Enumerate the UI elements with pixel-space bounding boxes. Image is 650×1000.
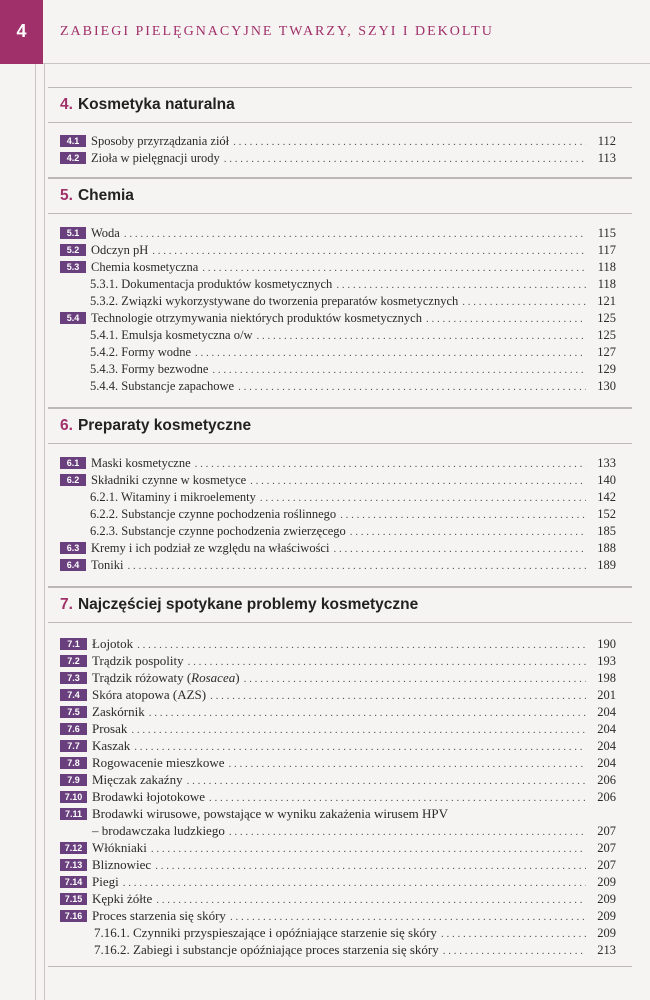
toc-entry[interactable] xyxy=(48,225,632,242)
entry-title: Brodawki wirusowe, powstające w wyniku zakażenia wirusem HPV xyxy=(92,806,448,821)
entry-title: Trądzik pospolity xyxy=(92,653,184,668)
toc-section xyxy=(48,587,632,967)
leader-dots xyxy=(127,558,586,575)
chapter-number-badge: 5.3 xyxy=(60,261,86,273)
entry-title: 6.2.1. Witaminy i mikroelementy xyxy=(90,490,256,504)
toc-entry[interactable] xyxy=(48,540,632,557)
toc-entry[interactable] xyxy=(48,805,632,822)
page-ref: 204 xyxy=(597,739,616,753)
header-rule xyxy=(43,63,650,64)
toc-entry[interactable] xyxy=(48,771,632,788)
leader-dots xyxy=(224,151,586,168)
chapter-number-badge: 7.2 xyxy=(60,655,87,667)
toc-entry[interactable] xyxy=(48,788,632,805)
entry-title: 7.16.2. Zabiegi i substancje opóźniające proces starzenia się skóry xyxy=(94,942,439,957)
section-entries xyxy=(48,214,632,407)
chapter-number-badge: 6.4 xyxy=(60,559,86,571)
section-number: 4. xyxy=(60,96,73,113)
entry-title: Składniki czynne w kosmetyce xyxy=(91,473,247,487)
toc-entry[interactable] xyxy=(48,327,632,344)
entry-title: Piegi xyxy=(92,874,119,889)
section-title: Preparaty kosmetyczne xyxy=(77,417,252,434)
toc-entry[interactable] xyxy=(48,472,632,489)
leader-dots xyxy=(233,134,586,151)
chapter-number-badge: 7.15 xyxy=(60,893,87,905)
toc-entry[interactable] xyxy=(48,873,632,890)
chapter-number-badge: 7.12 xyxy=(60,842,87,854)
entry-title: Proces starzenia się skóry xyxy=(92,908,226,923)
toc-entry[interactable] xyxy=(48,754,632,771)
entry-title: 6.2.2. Substancje czynne pochodzenia roślinnego xyxy=(90,507,337,521)
page-ref: 207 xyxy=(597,841,616,855)
toc-entry[interactable] xyxy=(48,489,632,506)
page-ref: 204 xyxy=(597,722,616,736)
entry-title: Trądzik różowaty (Rosacea) xyxy=(92,670,240,685)
section-title: Najczęściej spotykane problemy kosmetyczne xyxy=(77,596,419,613)
entry-title: Woda xyxy=(91,226,120,240)
page-ref: 117 xyxy=(597,243,616,257)
table-of-contents xyxy=(48,87,632,967)
chapter-number-badge: 5.1 xyxy=(60,227,86,239)
toc-entry[interactable] xyxy=(48,907,632,924)
section-heading xyxy=(48,587,632,623)
leader-dots xyxy=(250,473,586,490)
toc-entry[interactable] xyxy=(48,686,632,703)
leader-dots xyxy=(333,541,586,558)
page-ref: 209 xyxy=(597,909,616,923)
section-number: 5. xyxy=(60,187,73,204)
entry-title: 5.3.1. Dokumentacja produktów kosmetycznych xyxy=(90,277,333,291)
leader-dots xyxy=(202,260,586,277)
toc-entry[interactable] xyxy=(48,506,632,523)
section-heading xyxy=(48,408,632,444)
section-number: 7. xyxy=(60,596,73,613)
section-title: Kosmetyka naturalna xyxy=(77,96,235,113)
page-ref: 121 xyxy=(597,294,616,308)
entry-title: Odczyn pH xyxy=(91,243,149,257)
entry-title: Chemia kosmetyczna xyxy=(91,260,199,274)
page-ref: 140 xyxy=(597,473,616,487)
page-ref: 206 xyxy=(597,773,616,787)
section-entries xyxy=(48,123,632,177)
chapter-number-badge: 7.7 xyxy=(60,740,87,752)
entry-title: Włókniaki xyxy=(92,840,147,855)
toc-entry[interactable] xyxy=(48,669,632,686)
toc-entry[interactable] xyxy=(48,378,632,395)
page-ref: 129 xyxy=(597,362,616,376)
chapter-number-badge: 7.13 xyxy=(60,859,87,871)
entry-title: Kaszak xyxy=(92,738,131,753)
toc-entry[interactable] xyxy=(48,361,632,378)
section-title: Chemia xyxy=(77,187,134,204)
running-title: ZABIEGI PIELĘGNACYJNE TWARZY, SZYI I DEKOLTU xyxy=(60,24,494,39)
entry-title: 5.4.3. Formy bezwodne xyxy=(90,362,209,376)
leader-dots xyxy=(340,507,586,524)
toc-entry[interactable] xyxy=(48,344,632,361)
toc-entry[interactable] xyxy=(48,259,632,276)
entry-title: Zioła w pielęgnacji urody xyxy=(91,151,220,165)
chapter-number-badge: 7.1 xyxy=(60,638,87,650)
leader-dots xyxy=(195,345,586,362)
leader-dots xyxy=(260,490,586,507)
chapter-number-badge: 5.2 xyxy=(60,244,86,256)
leader-dots xyxy=(462,294,586,311)
chapter-number-badge: 7.3 xyxy=(60,672,87,684)
leader-dots xyxy=(195,456,586,473)
toc-section xyxy=(48,178,632,408)
chapter-number-badge: 7.14 xyxy=(60,876,87,888)
page-ref: 209 xyxy=(597,875,616,889)
page-ref: 206 xyxy=(597,790,616,804)
entry-title: 5.4.4. Substancje zapachowe xyxy=(90,379,235,393)
chapter-number-badge: 4.1 xyxy=(60,135,86,147)
entry-title: 5.4.2. Formy wodne xyxy=(90,345,192,359)
chapter-number-badge: 7.5 xyxy=(60,706,87,718)
toc-entry[interactable] xyxy=(48,523,632,540)
page-ref: 207 xyxy=(597,858,616,872)
toc-entry[interactable] xyxy=(48,720,632,737)
entry-title: Kępki żółte xyxy=(92,891,153,906)
page-ref: 133 xyxy=(597,456,616,470)
entry-title: 5.4.1. Emulsja kosmetyczna o/w xyxy=(90,328,253,342)
page-ref: 188 xyxy=(597,541,616,555)
page-ref: 207 xyxy=(597,824,616,838)
page-ref: 118 xyxy=(597,260,616,274)
chapter-number-badge: 7.10 xyxy=(60,791,87,803)
leader-dots xyxy=(350,524,586,541)
page-ref: 193 xyxy=(597,654,616,668)
entry-title: Skóra atopowa (AZS) xyxy=(92,687,207,702)
section-entries xyxy=(48,623,632,966)
page-ref: 185 xyxy=(597,524,616,538)
toc-entry[interactable] xyxy=(48,652,632,669)
page-ref: 204 xyxy=(597,756,616,770)
leader-dots xyxy=(443,943,586,960)
toc-entry[interactable] xyxy=(48,455,632,472)
toc-entry[interactable] xyxy=(48,737,632,754)
toc-entry[interactable] xyxy=(48,822,632,839)
page-ref: 204 xyxy=(597,705,616,719)
toc-entry[interactable] xyxy=(48,635,632,652)
toc-entry[interactable] xyxy=(48,150,632,167)
chapter-number-badge: 6.3 xyxy=(60,542,86,554)
page-ref: 190 xyxy=(597,637,616,651)
toc-entry[interactable] xyxy=(48,924,632,941)
entry-title: Mięczak zakaźny xyxy=(92,772,183,787)
entry-title: Kremy i ich podział ze względu na właściwości xyxy=(91,541,330,555)
chapter-number-badge: 4.2 xyxy=(60,152,86,164)
page-ref: 130 xyxy=(597,379,616,393)
entry-title: Prosak xyxy=(92,721,128,736)
toc-entry[interactable] xyxy=(48,293,632,310)
leader-dots xyxy=(426,311,586,328)
leader-dots xyxy=(238,379,586,396)
toc-entry[interactable] xyxy=(48,276,632,293)
page-ref: 127 xyxy=(597,345,616,359)
page-ref: 115 xyxy=(597,226,616,240)
chapter-number-badge: 7.4 xyxy=(60,689,87,701)
page-number-tab xyxy=(0,0,43,64)
chapter-number-badge: 5.4 xyxy=(60,312,86,324)
toc-entry[interactable] xyxy=(48,941,632,958)
chapter-number-badge: 6.1 xyxy=(60,457,86,469)
entry-title: Brodawki łojotokowe xyxy=(92,789,206,804)
entry-title: Zaskórnik xyxy=(92,704,145,719)
section-entries xyxy=(48,444,632,586)
entry-title: 7.16.1. Czynniki przyspieszające i opóźniające starzenie się skóry xyxy=(94,925,437,940)
page-ref: 113 xyxy=(597,151,616,165)
chapter-number-badge: 7.9 xyxy=(60,774,87,786)
margin-rule-inner xyxy=(44,64,45,1000)
toc-entry[interactable] xyxy=(48,133,632,150)
entry-title: 5.3.2. Związki wykorzystywane do tworzenia preparatów kosmetycznych xyxy=(90,294,459,308)
section-heading xyxy=(48,178,632,214)
entry-title: Maski kosmetyczne xyxy=(91,456,191,470)
page-ref: 209 xyxy=(597,926,616,940)
section-number: 6. xyxy=(60,417,73,434)
chapter-number-badge: 7.8 xyxy=(60,757,87,769)
page-ref: 125 xyxy=(597,328,616,342)
page-ref: 209 xyxy=(597,892,616,906)
page-ref: 142 xyxy=(597,490,616,504)
section-heading xyxy=(48,87,632,123)
toc-entry[interactable] xyxy=(48,242,632,259)
page-ref: 189 xyxy=(597,558,616,572)
page-ref: 125 xyxy=(597,311,616,325)
toc-section xyxy=(48,87,632,178)
leader-dots xyxy=(256,328,586,345)
page-ref: 152 xyxy=(597,507,616,521)
entry-title: Technologie otrzymywania niektórych produktów kosmetycznych xyxy=(91,311,422,325)
toc-entry[interactable] xyxy=(48,890,632,907)
chapter-number-badge: 7.6 xyxy=(60,723,87,735)
page-ref: 118 xyxy=(597,277,616,291)
chapter-number-badge: 7.11 xyxy=(60,808,87,820)
entry-title: Toniki xyxy=(91,558,124,572)
leader-dots xyxy=(152,243,586,260)
toc-entry[interactable] xyxy=(48,703,632,720)
chapter-number-badge: 6.2 xyxy=(60,474,86,486)
entry-title: Łojotok xyxy=(92,636,134,651)
page-ref: 213 xyxy=(597,943,616,957)
margin-rule-outer xyxy=(35,64,36,1000)
page-number: 4 xyxy=(16,20,27,41)
page-ref: 198 xyxy=(597,671,616,685)
leader-dots xyxy=(336,277,586,294)
page-ref: 201 xyxy=(597,688,616,702)
chapter-number-badge: 7.16 xyxy=(60,910,87,922)
leader-dots xyxy=(124,226,586,243)
entry-title: Rogowacenie mieszkowe xyxy=(92,755,225,770)
entry-title: Bliznowiec xyxy=(92,857,152,872)
entry-title: 6.2.3. Substancje czynne pochodzenia zwierzęcego xyxy=(90,524,346,538)
entry-title: – brodawczaka ludzkiego xyxy=(92,823,225,838)
entry-title: Sposoby przyrządzania ziół xyxy=(91,134,230,148)
toc-entry[interactable] xyxy=(48,557,632,574)
toc-section xyxy=(48,408,632,587)
toc-entry[interactable] xyxy=(48,839,632,856)
leader-dots xyxy=(212,362,586,379)
page-ref: 112 xyxy=(597,134,616,148)
toc-entry[interactable] xyxy=(48,856,632,873)
toc-entry[interactable] xyxy=(48,310,632,327)
